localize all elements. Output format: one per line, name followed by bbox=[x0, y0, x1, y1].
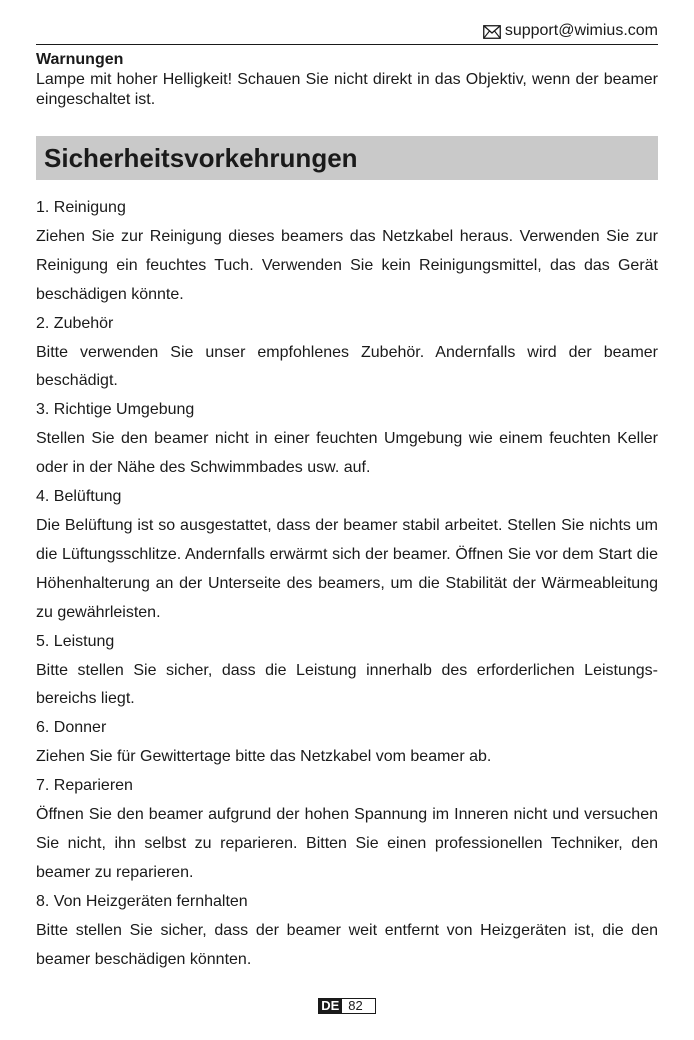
section-title: 6. Donner bbox=[36, 719, 107, 737]
section-body: Stellen Sie den beamer nicht in einer feuchten Umgebung wie einem feuchten Keller oder in der Nähe des Schwimmbades usw. auf. bbox=[36, 430, 658, 477]
page-footer bbox=[0, 998, 694, 1014]
section-title: 5. Leistung bbox=[36, 632, 115, 650]
section-title: 1. Reinigung bbox=[36, 199, 126, 216]
section-body: Die Belüftung ist so ausgestattet, dass der beamer stabil arbeitet. Stellen Sie nichts um die Lüftungsschlitze. Andernfalls erwärmt sich der beamer. Öffnen Sie vor dem Start die Höhenhalterung an der Unterseite des beamers, um die Stabilität der Wärmeableitung zu gewährleisten. bbox=[36, 516, 658, 621]
safety-sections bbox=[36, 194, 658, 974]
section-body: Bitte verwenden Sie unser empfohlenes Zubehör. Andernfalls wird der beamer beschädigt. bbox=[36, 343, 658, 390]
section-body: Ziehen Sie zur Reinigung dieses beamers das Netzkabel heraus. Verwenden Sie zur Reinigung ein feuchtes Tuch. Verwenden Sie kein Reinigungsmittel, das das Gerät beschädigen könnte. bbox=[36, 227, 658, 303]
page-number: 82 bbox=[342, 998, 375, 1014]
section-title: 8. Von Heizgeräten fernhalten bbox=[36, 892, 248, 910]
language-badge: DE bbox=[318, 998, 342, 1014]
section-body: Ziehen Sie für Gewittertage bitte das Netzkabel vom beamer ab. bbox=[36, 748, 492, 766]
envelope-icon bbox=[483, 25, 501, 39]
section-body: Bitte stellen Sie sicher, dass die Leistung innerhalb des erforderlichen Leistungs-bereichs liegt. bbox=[36, 661, 658, 708]
support-email[interactable]: support@wimius.com bbox=[504, 22, 658, 39]
section-title: 3. Richtige Umgebung bbox=[36, 401, 195, 419]
section-body: Öffnen Sie den beamer aufgrund der hohen Spannung im Inneren nicht und versuchen Sie nicht, ihn selbst zu reparieren. Bitten Sie einen professionellen Techniker, den beamer zu reparieren. bbox=[36, 806, 658, 881]
warning-title: Warnungen bbox=[36, 51, 124, 68]
section-title: 2. Zubehör bbox=[36, 314, 114, 332]
section-title: 7. Reparieren bbox=[36, 777, 133, 795]
section-body: Bitte stellen Sie sicher, dass der beamer weit entfernt von Heizgeräten ist, die den beamer beschädigen könnten. bbox=[36, 921, 658, 968]
warning-text: Lampe mit hoher Helligkeit! Schauen Sie nicht direkt in das Objektiv, wenn der beamer eingeschaltet ist. bbox=[36, 71, 658, 108]
page-header bbox=[36, 22, 658, 45]
section-banner: Sicherheitsvorkehrungen bbox=[36, 136, 658, 180]
page-content bbox=[36, 50, 658, 974]
section-title: 4. Belüftung bbox=[36, 488, 122, 506]
